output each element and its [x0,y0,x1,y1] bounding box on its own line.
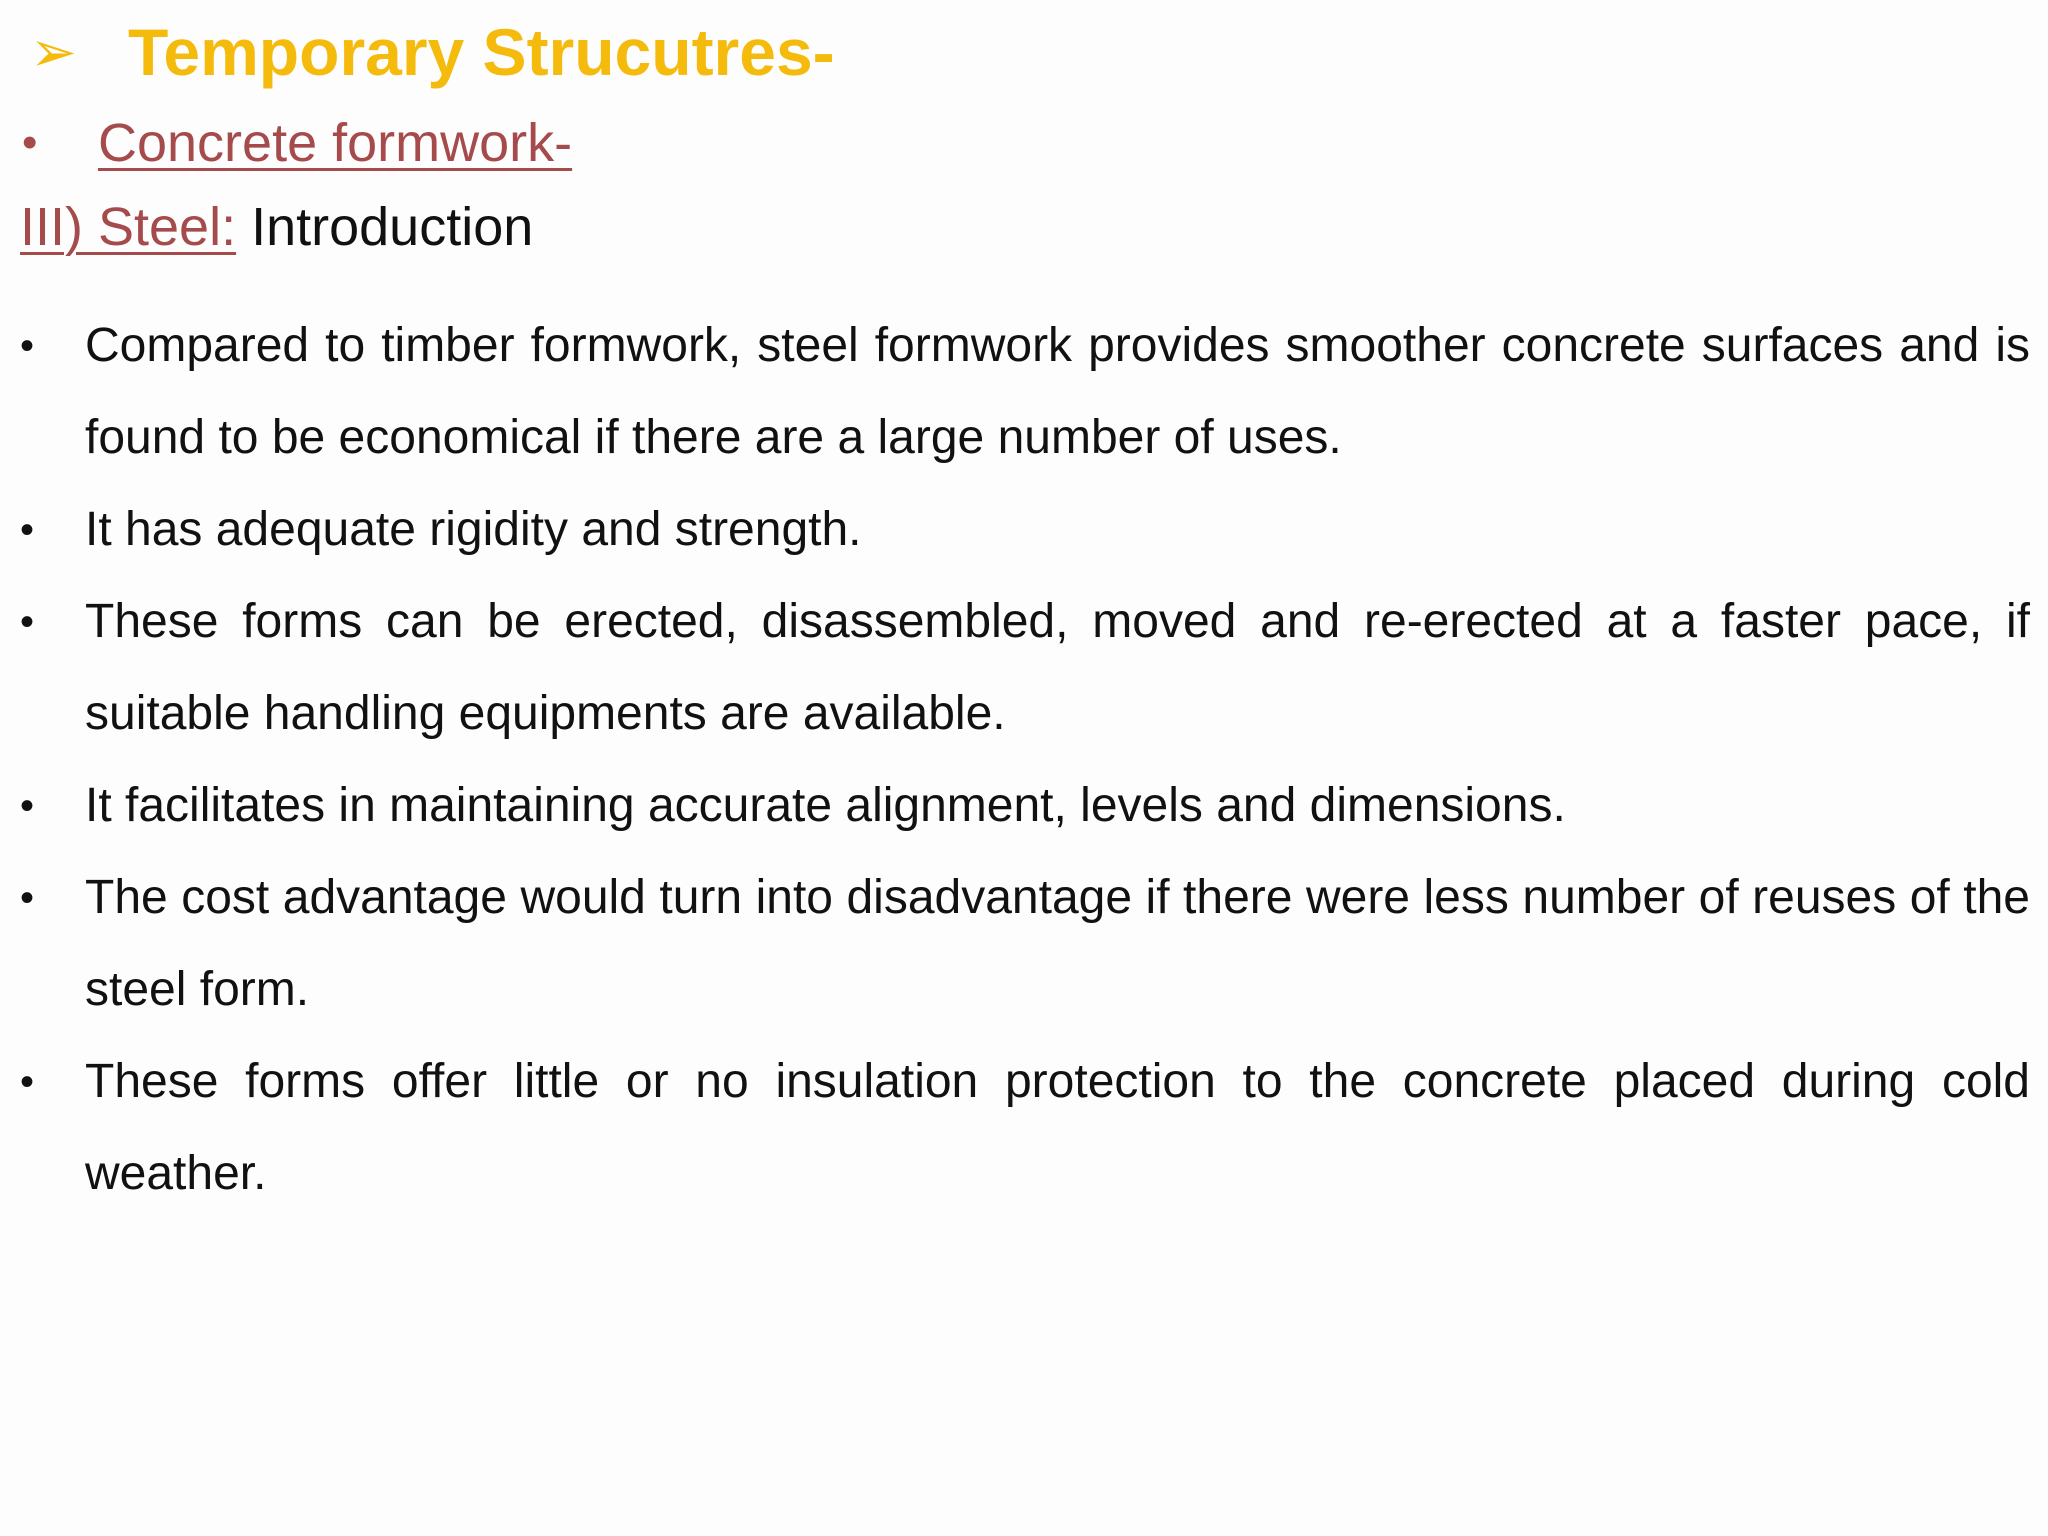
list-item-text: These forms offer little or no insulation protection to the concrete placed during cold weather. [85,1055,2030,1200]
arrow-bullet-icon: ➢ [30,20,77,83]
list-item-text: These forms can be erected, disassembled, moved and re-erected at a faster pace, if suitable handling equipments are available. [85,595,2030,740]
section-label: III) Steel: [20,197,237,257]
list-item [20,760,2030,852]
bullet-icon: • [20,1060,35,1104]
bullet-icon: • [20,508,35,552]
bullet-icon: • [20,876,35,920]
list-item [20,1036,2030,1220]
section-title: Introduction [236,197,534,257]
bullet-icon: • [20,324,35,368]
bullet-icon: • [20,784,35,828]
section-heading [20,192,533,262]
subheading [22,108,572,178]
bullet-icon: • [20,600,35,644]
list-item-text: It has adequate rigidity and strength. [85,503,862,556]
list-item [20,576,2030,760]
list-item-text: The cost advantage would turn into disadvantage if there were less number of reuses of the steel form. [85,871,2030,1016]
list-item-text: It facilitates in maintaining accurate alignment, levels and dimensions. [85,779,1566,832]
title-text: Temporary Strucutres- [128,15,835,89]
bullet-list [20,300,2030,1220]
slide-title [30,12,835,92]
list-item [20,484,2030,576]
list-item [20,300,2030,484]
subheading-text: Concrete formwork- [98,113,573,173]
bullet-icon: • [22,118,38,167]
list-item [20,852,2030,1036]
list-item-text: Compared to timber formwork, steel formwork provides smoother concrete surfaces and is found to be economical if there are a large number of uses. [85,319,2030,464]
